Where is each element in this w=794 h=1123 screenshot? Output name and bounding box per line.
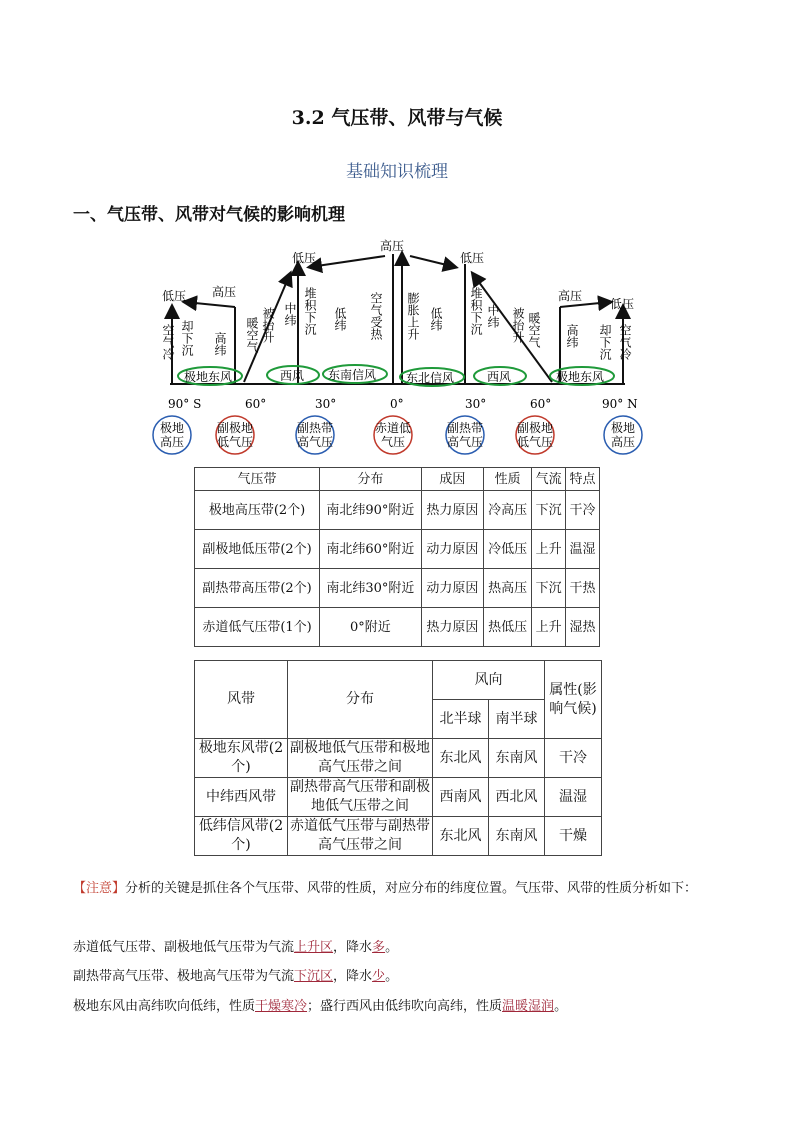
t2-header-south: 南半球: [489, 700, 545, 739]
note-l4c: ；盛行西风由低纬吹向高纬，性质: [307, 999, 503, 1014]
t1-header-cell: 分布: [320, 468, 422, 491]
t1-header-cell: 性质: [484, 468, 532, 491]
label-high-center: 高压: [380, 239, 405, 253]
t1-cell: 动力原因: [421, 530, 483, 569]
vt-8: 低纬: [333, 307, 347, 331]
t1-cell: 动力原因: [421, 569, 483, 608]
t2-cell: 副热带高气压带和副极地低气压带之间: [288, 778, 433, 817]
table-row: [195, 817, 602, 856]
t2-cell: 中纬西风带: [195, 778, 288, 817]
note-l2b: 上升区: [294, 940, 334, 955]
slant-4: [410, 256, 455, 267]
note-l2e: 。: [385, 940, 399, 955]
note-line-4: [73, 998, 733, 1016]
vt-12: 堆积下沉: [469, 287, 483, 335]
t1-cell: 热低压: [484, 608, 532, 647]
label-low-far-left: 低压: [162, 289, 187, 303]
t1-cell: 0°附近: [320, 608, 422, 647]
t2-header-attr: 属性(影响气候): [545, 661, 602, 739]
note-tag: 【注意】: [73, 881, 126, 896]
vt-7: 堆积下沉: [303, 287, 317, 335]
t2-cell: 低纬信风带(2个): [195, 817, 288, 856]
note-line-1: [73, 880, 733, 898]
t1-cell: 上升: [532, 530, 566, 569]
t1-cell: 冷低压: [484, 530, 532, 569]
table-row: [195, 739, 602, 778]
t1-cell: 热力原因: [421, 608, 483, 647]
belt-label: 极地高压: [159, 421, 185, 449]
table-row: [195, 491, 600, 530]
note-text-1: 分析的关键是抓住各个气压带、风带的性质，对应分布的纬度位置。气压带、风带的性质分析如下：: [125, 881, 698, 896]
t1-cell: 副热带高压带(2个): [195, 569, 320, 608]
t2-cell: 极地东风带(2个): [195, 739, 288, 778]
table-row: [195, 778, 602, 817]
vt-10: 膨胀上升: [406, 292, 420, 340]
vt-2: 却下沉: [180, 320, 194, 356]
t2-cell: 西北风: [489, 778, 545, 817]
t2-header-north: 北半球: [433, 700, 489, 739]
note-l3b: 下沉区: [294, 969, 334, 984]
t1-cell: 下沉: [532, 491, 566, 530]
belt-label: 极地高压: [610, 421, 636, 449]
note-l3a: 副热带高气压带、极地高气压带为气流: [73, 969, 295, 984]
t1-cell: 南北纬90°附近: [320, 491, 422, 530]
t1-header-cell: 特点: [566, 468, 600, 491]
t1-cell: 热力原因: [421, 491, 483, 530]
vt-6: 中纬: [283, 302, 297, 326]
t1-cell: 温湿: [566, 530, 600, 569]
t2-cell: 赤道低气压带与副热带高气压带之间: [288, 817, 433, 856]
lat-label-4: 0°: [390, 397, 404, 411]
section-heading: 一、气压带、风带对气候的影响机理: [73, 205, 345, 225]
t1-cell: 上升: [532, 608, 566, 647]
wind-label-5: 西风: [487, 370, 512, 384]
note-l4a: 极地东风由高纬吹向低纬，性质: [73, 999, 256, 1014]
note-l2c: ，降水: [333, 940, 373, 955]
vt-9: 空气受热: [369, 292, 383, 340]
table-row: [195, 530, 600, 569]
lat-label-7: 90° N: [602, 397, 638, 411]
pressure-belt-table: [194, 467, 600, 647]
wind-label-1: 极地东风: [184, 370, 233, 384]
slant-1: [185, 302, 235, 307]
label-high-left: 高压: [212, 285, 237, 299]
t1-header-cell: 成因: [421, 468, 483, 491]
table-row: [195, 608, 600, 647]
vt-11: 低纬: [429, 307, 443, 331]
note-l4e: 。: [554, 999, 568, 1014]
t1-cell: 热高压: [484, 569, 532, 608]
t2-header-dist: 分布: [288, 661, 433, 739]
vt-3: 高纬: [213, 332, 227, 356]
vt-18: 空气冷: [618, 324, 632, 360]
belt-label: 副极地低气压: [516, 421, 554, 449]
belt-label: 赤道低气压: [374, 421, 412, 449]
lat-label-5: 30°: [465, 397, 487, 411]
note-line-2: [73, 939, 733, 957]
t1-cell: 副极地低压带(2个): [195, 530, 320, 569]
vt-16: 高纬: [565, 324, 579, 348]
wind-belt-table: [194, 660, 602, 856]
t1-cell: 南北纬60°附近: [320, 530, 422, 569]
vt-13: 中纬: [486, 304, 500, 328]
belt-label: 副极地低气压: [216, 421, 254, 449]
note-line-3: [73, 968, 733, 986]
t1-cell: 湿热: [566, 608, 600, 647]
vt-5: 被抬升: [261, 307, 275, 343]
slant-3: [310, 256, 385, 267]
t2-cell: 东南风: [489, 739, 545, 778]
note-l3c: ，降水: [333, 969, 373, 984]
pressure-wind-diagram: [140, 232, 660, 457]
label-low-left: 低压: [292, 251, 317, 265]
vt-1: 空气冷: [161, 324, 175, 360]
t1-cell: 极地高压带(2个): [195, 491, 320, 530]
table-row: [195, 569, 600, 608]
lat-label-6: 60°: [530, 397, 552, 411]
page-title: 3.2 气压带、风带与气候: [291, 107, 503, 129]
t2-cell: 东南风: [489, 817, 545, 856]
t2-cell: 西南风: [433, 778, 489, 817]
lat-label-2: 60°: [245, 397, 267, 411]
note-l4d: 温暖湿润: [502, 999, 555, 1014]
vt-17: 却下沉: [598, 324, 612, 360]
belt-label: 副热带高气压: [446, 421, 484, 449]
t2-cell: 东北风: [433, 739, 489, 778]
t2-cell: 干燥: [545, 817, 602, 856]
wind-label-4: 东北信风: [406, 371, 455, 385]
label-high-right: 高压: [558, 289, 583, 303]
wind-label-3: 东南信风: [328, 368, 377, 382]
t2-cell: 温湿: [545, 778, 602, 817]
note-l2d: 多: [372, 940, 386, 955]
t1-cell: 南北纬30°附近: [320, 569, 422, 608]
note-l2a: 赤道低气压带、副极地低气压带为气流: [73, 940, 295, 955]
page-subtitle: 基础知识梳理: [346, 162, 448, 182]
t1-header-cell: 气压带: [195, 468, 320, 491]
t2-cell: 副极地低气压带和极地高气压带之间: [288, 739, 433, 778]
t1-cell: 赤道低气压带(1个): [195, 608, 320, 647]
t1-cell: 冷高压: [484, 491, 532, 530]
t2-header-dir: 风向: [433, 661, 545, 700]
vt-14: 被抬升: [511, 307, 525, 343]
vt-15: 暖空气: [527, 312, 541, 348]
vt-4: 暖空气: [245, 317, 259, 353]
t2-cell: 干冷: [545, 739, 602, 778]
note-l3e: 。: [385, 969, 399, 984]
note-l3d: 少: [372, 969, 386, 984]
label-low-right: 低压: [460, 251, 485, 265]
t1-cell: 干冷: [566, 491, 600, 530]
t2-header-belt: 风带: [195, 661, 288, 739]
t1-cell: 干热: [566, 569, 600, 608]
t1-cell: 下沉: [532, 569, 566, 608]
t1-header-cell: 气流: [532, 468, 566, 491]
wind-label-2: 西风: [280, 369, 305, 383]
t2-cell: 东北风: [433, 817, 489, 856]
belt-label: 副热带高气压: [296, 421, 334, 449]
label-low-far-right: 低压: [610, 297, 635, 311]
wind-label-6: 极地东风: [556, 370, 605, 384]
lat-label-1: 90° S: [168, 397, 202, 411]
note-l4b: 干燥寒冷: [255, 999, 308, 1014]
lat-label-3: 30°: [315, 397, 337, 411]
